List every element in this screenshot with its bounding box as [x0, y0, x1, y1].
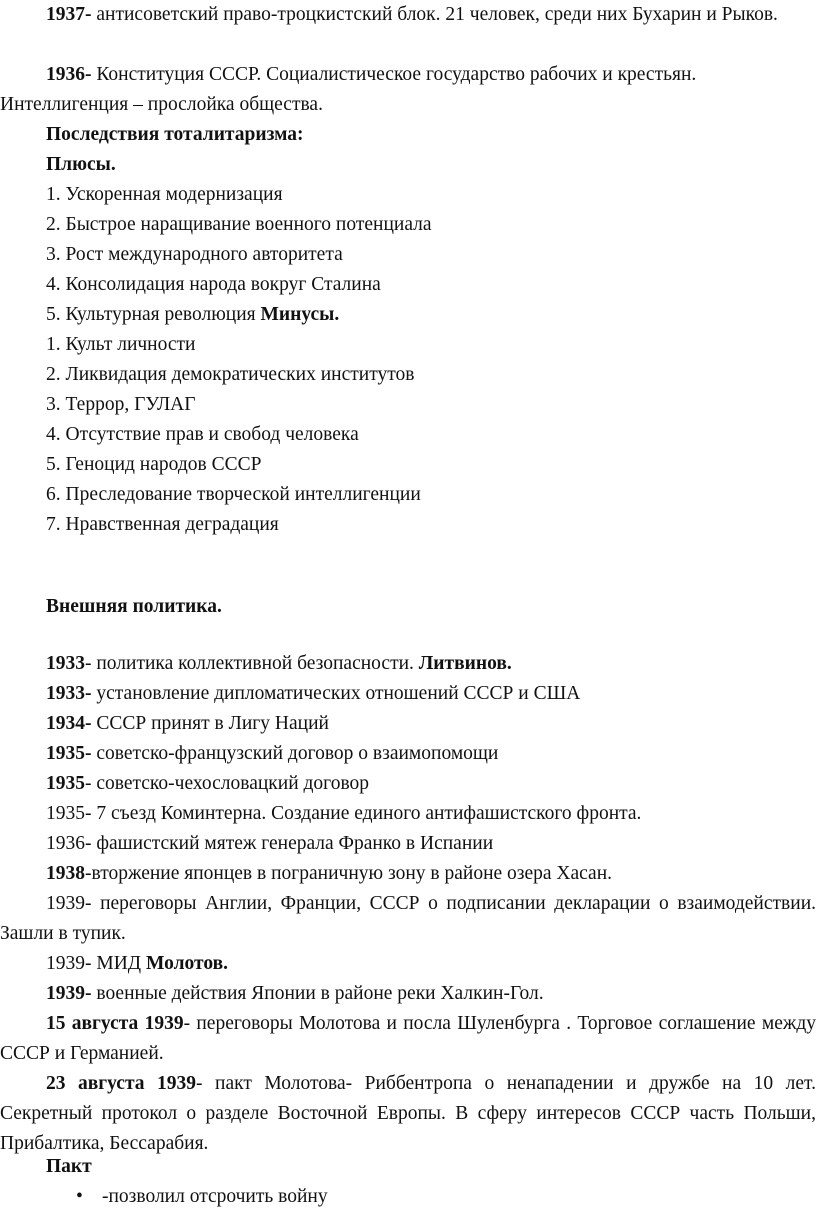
- timeline-entry: 1933- политика коллективной безопасности. Литвинов.: [46, 653, 512, 674]
- paragraph-1936: [0, 60, 816, 120]
- timeline-entry: 1935- 7 съезд Коминтерна. Создание единого антифашистского фронта.: [46, 803, 642, 824]
- timeline-entry: 1939- военные действия Японии в районе реки Халкин-Гол.: [46, 983, 544, 1004]
- timeline-entry: 15 августа 1939- переговоры Молотова и посла Шуленбурга . Торговое соглашение между СССР и Германией.: [0, 1013, 816, 1064]
- paragraph-1937: [0, 0, 816, 30]
- list-item: 1. Ускоренная модернизация: [46, 184, 283, 205]
- timeline-entry: 1939- МИД Молотов.: [46, 953, 229, 974]
- heading-consequences: Последствия тоталитаризма:: [46, 124, 304, 145]
- timeline-entry: 1934- СССР принят в Лигу Наций: [46, 713, 329, 734]
- timeline-entry: 1939- переговоры Англии, Франции, СССР о подписании декларации о взаимодействии. Зашли в тупик.: [0, 893, 816, 944]
- list-item: 7. Нравственная деградация: [46, 514, 279, 535]
- timeline-entry: 23 августа 1939- пакт Молотова- Риббентропа о ненападении и дружбе на 10 лет. Секретный протокол о разделе Восточной Европы. В сферу интересов СССР часть Польши, Прибалтика, Бессарабия.: [0, 1073, 816, 1154]
- bullet-icon: •: [76, 1186, 83, 1207]
- timeline-entry: 1938-вторжение японцев в пограничную зону в районе озера Хасан.: [46, 863, 613, 884]
- list-item: 4. Консолидация народа вокруг Сталина: [46, 274, 381, 295]
- list-item: 2. Ликвидация демократических институтов: [46, 364, 415, 385]
- year-label: 1937-: [46, 4, 92, 25]
- heading-minuses: Минусы.: [260, 304, 340, 325]
- list-item: 2. Быстрое наращивание военного потенциала: [46, 214, 432, 235]
- list-item: 1. Культ личности: [46, 334, 196, 355]
- list-item: 4. Отсутствие прав и свобод человека: [46, 424, 359, 445]
- paragraph-text: антисоветский право-троцкистский блок. 21 человек, среди них Бухарин и Рыков.: [91, 4, 778, 25]
- heading-foreign-policy: Внешняя политика.: [46, 596, 222, 617]
- list-item: 3. Террор, ГУЛАГ: [46, 394, 196, 415]
- list-item: 5. Геноцид народов СССР: [46, 454, 262, 475]
- timeline-entry: 1936- фашистский мятеж генерала Франко в Испании: [46, 833, 494, 854]
- timeline-entry: 1935- советско-французский договор о взаимопомощи: [46, 743, 499, 764]
- list-item: 5. Культурная революция Минусы.: [46, 304, 340, 325]
- heading-pact: Пакт: [46, 1156, 92, 1177]
- year-label: 1936-: [46, 64, 92, 85]
- heading-pluses: Плюсы.: [46, 154, 116, 175]
- list-item: 3. Рост международного авторитета: [46, 244, 343, 265]
- paragraph-text: Конституция СССР. Социалистическое государство рабочих и крестьян. Интеллигенция – прослойка общества.: [0, 64, 697, 115]
- timeline-entry: 1935- советско-чехословацкий договор: [46, 773, 370, 794]
- timeline-entry: 1933- установление дипломатических отношений СССР и США: [46, 683, 581, 704]
- list-item: 6. Преследование творческой интеллигенции: [46, 484, 421, 505]
